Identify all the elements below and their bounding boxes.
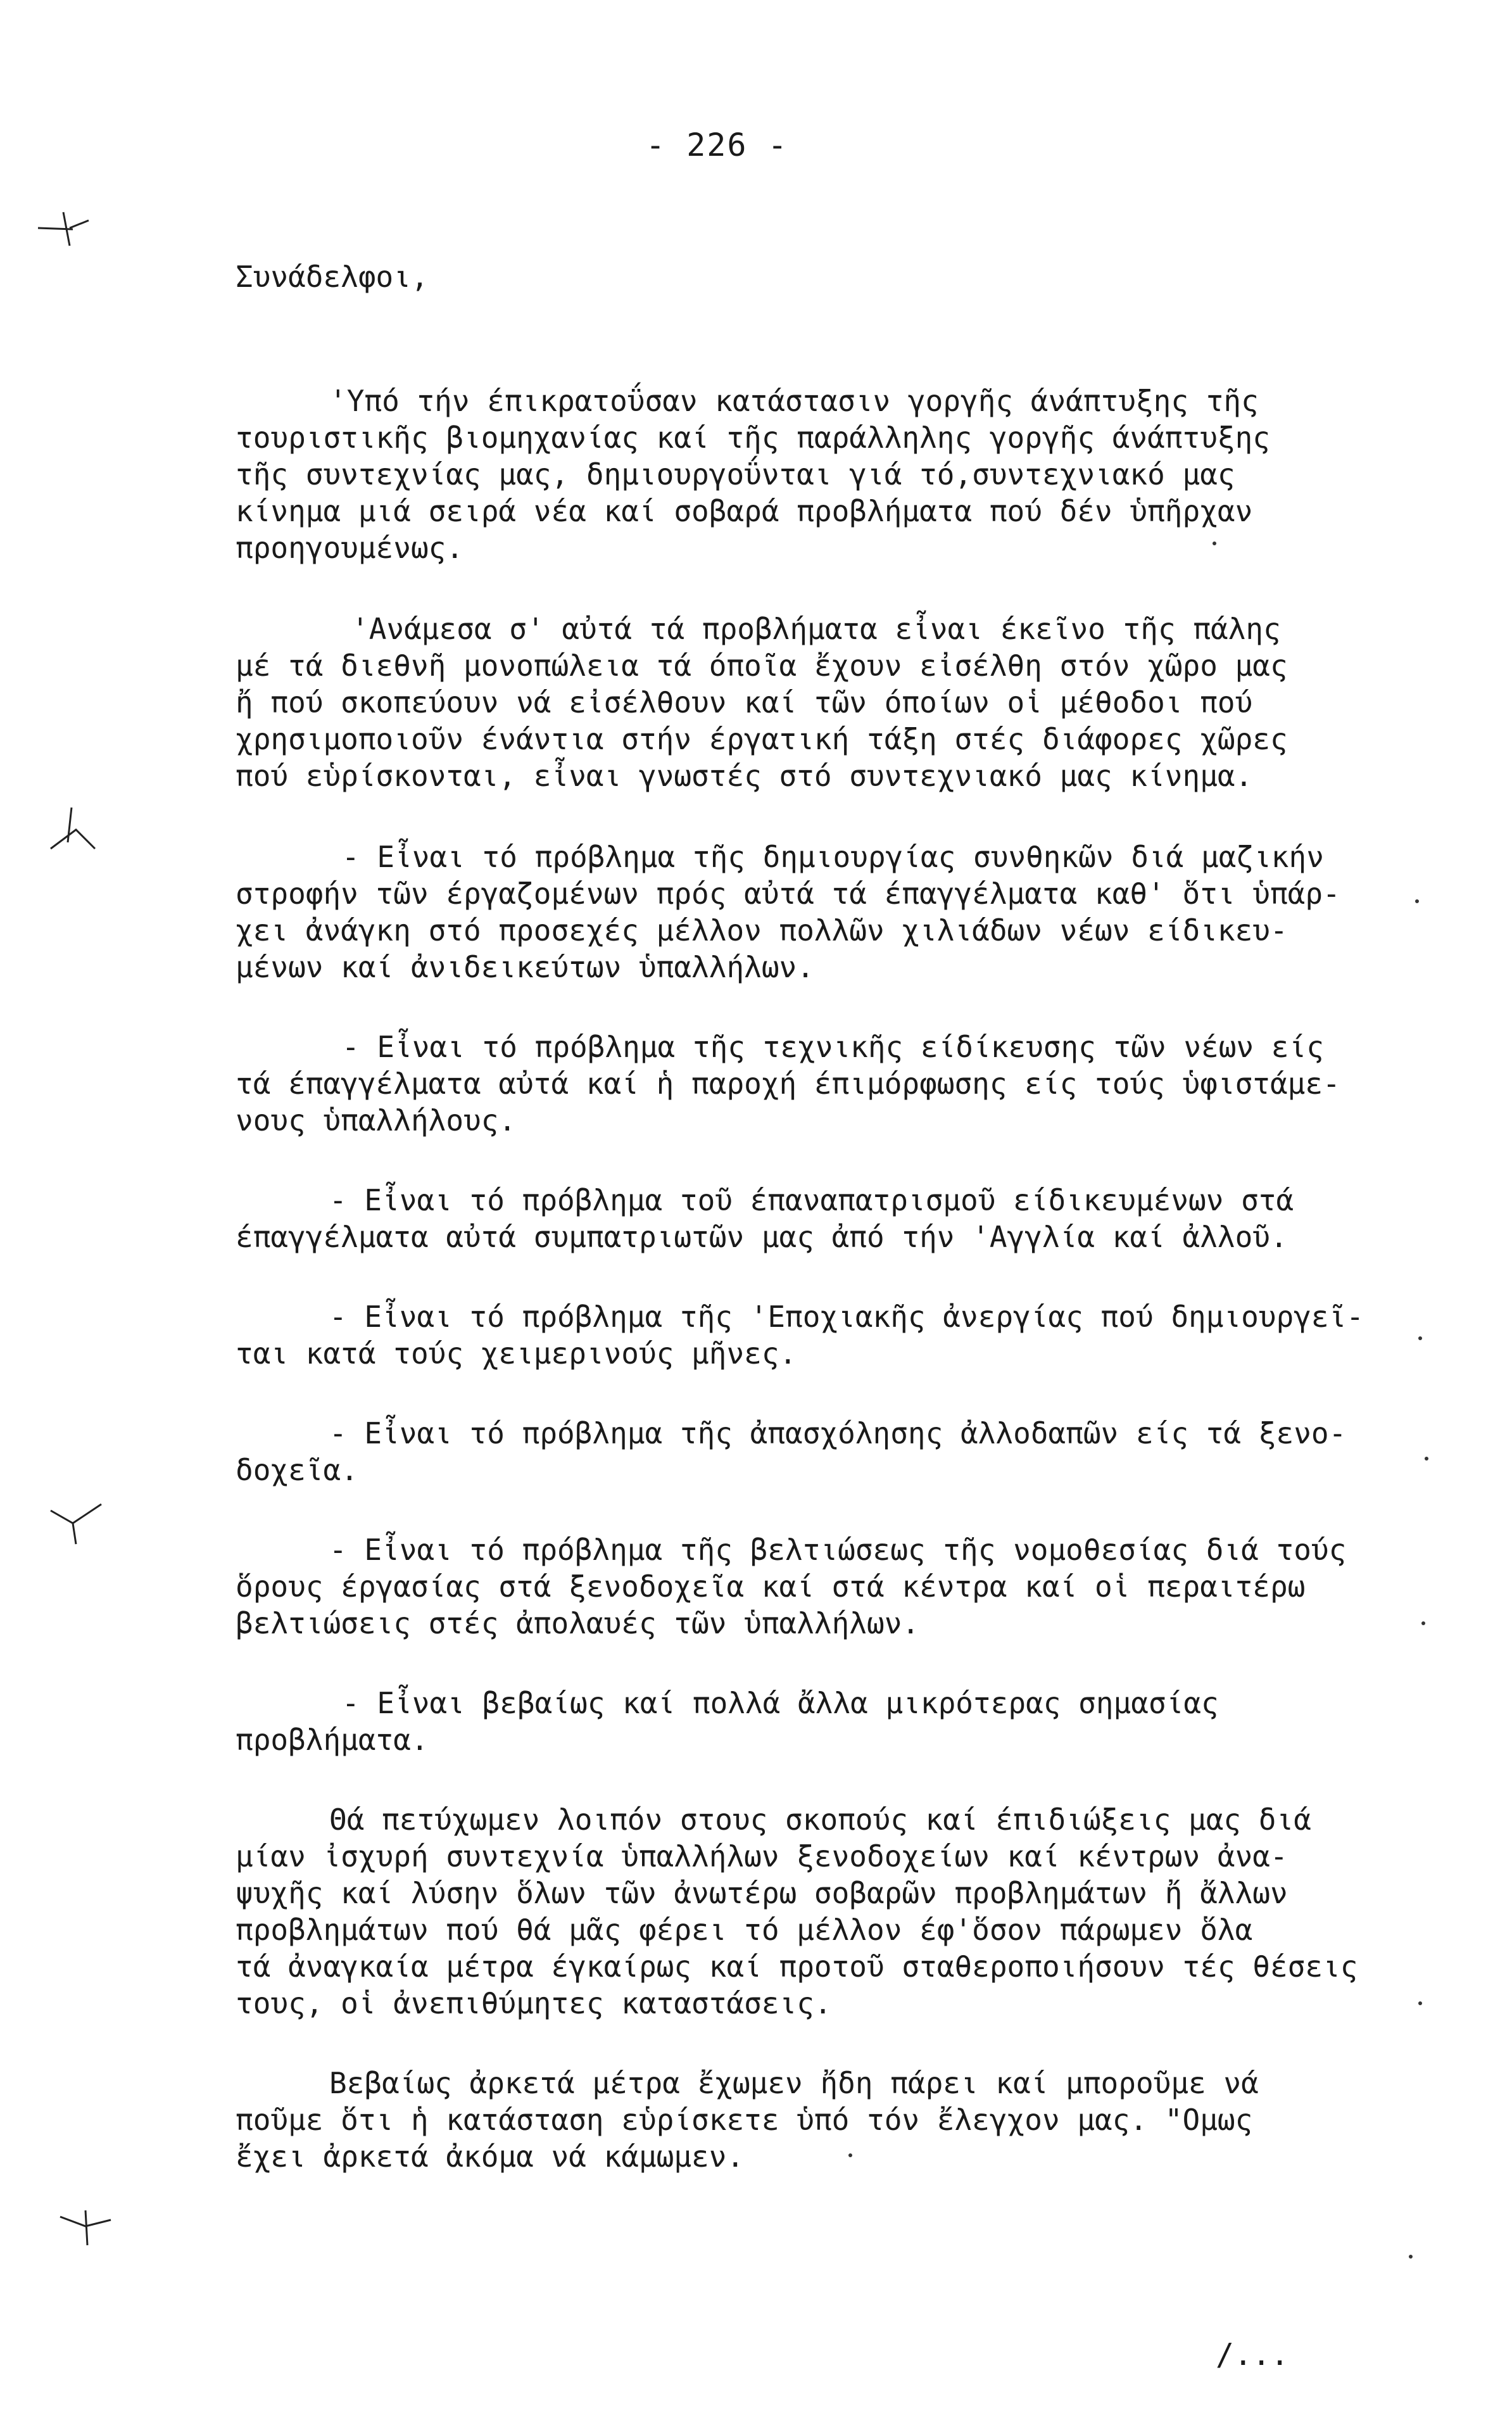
speck [1213, 542, 1216, 545]
text-line: μέ τά διεθνῆ μονοπώλεια τά όποῖα ἔχουν εἰσέλθη στόν χῶρο μας [236, 649, 1288, 683]
text-line: 'Υπό τήν έπικρατοΰσαν κατάστασιν γοργῆς άνάπτυξης τῆς [329, 384, 1259, 418]
text-line: προβλημάτων πού θά μᾶς φέρει τό μέλλον έφ'ὅσον πάρωμεν ὅλα [236, 1913, 1253, 1947]
text-line: τά ἀναγκαία μέτρα έγκαίρως καί προτοῦ σταθεροποιήσουν τές θέσεις [236, 1949, 1358, 1984]
text-line: πού εὑρίσκονται, εἶναι γνωστές στό συντεχνιακό μας κίνημα. [236, 759, 1253, 793]
page-number: - 226 - [646, 127, 788, 163]
salutation: Συνάδελφοι, [236, 260, 429, 294]
margin-mark-3 [47, 1501, 104, 1545]
text-line: Βεβαίως ἀρκετά μέτρα ἔχωμεν ἤδη πάρει καί μποροῦμε νά [329, 2066, 1259, 2100]
text-line: χει ἀνάγκη στό προσεχές μέλλον πολλῶν χιλιάδων νέων είδικευ- [236, 913, 1288, 947]
text-line: - Εἶναι τό πρόβλημα τῆς δημιουργίας συνθηκῶν διά μαζικήν [342, 840, 1324, 874]
margin-mark-1 [35, 209, 92, 247]
margin-mark-2 [47, 804, 98, 861]
text-line: ἤ πού σκοπεύουν νά εἰσέλθουν καί τῶν όποίων οἱ μέθοδοι πού [236, 685, 1253, 719]
text-line: τά έπαγγέλματα αὐτά καί ἡ παροχή έπιμόρφωσης είς τούς ὑφιστάμε- [236, 1067, 1340, 1101]
text-line: μένων καί ἀνιδεικεύτων ὑπαλλήλων. [236, 950, 814, 984]
text-line: τουριστικῆς βιομηχανίας καί τῆς παράλληλης γοργῆς άνάπτυξης [236, 421, 1270, 455]
text-line: - Εἶναι τό πρόβλημα τῆς τεχνικῆς είδίκευσης τῶν νέων είς [342, 1030, 1324, 1064]
speck [1415, 899, 1419, 903]
margin-mark-4 [57, 2204, 114, 2248]
text-line: ἔχει ἀρκετά ἀκόμα νά κάμωμεν. [236, 2139, 745, 2174]
text-line: - Εἶναι τό πρόβλημα τῆς ἀπασχόλησης ἀλλοδαπῶν είς τά ξενο- [329, 1416, 1347, 1450]
text-line: - Εἶναι τό πρόβλημα τοῦ έπαναπατρισμοῦ είδικευμένων στά [329, 1183, 1294, 1217]
continuation-mark: /... [1216, 2337, 1289, 2373]
text-line: κίνημα μιά σειρά νέα καί σοβαρά προβλήματα πού δέν ὑπῆρχαν [236, 494, 1253, 528]
text-line: - Εἶναι βεβαίως καί πολλά ἄλλα μικρότερας σημασίας [342, 1686, 1219, 1720]
text-line: 'Ανάμεσα σ' αὐτά τά προβλήματα εἶναι έκεῖνο τῆς πάλης [351, 612, 1281, 646]
text-line: τῆς συντεχνίας μας, δημιουργοΰνται γιά τό,συντεχνιακό μας [236, 457, 1235, 491]
text-line: Θά πετύχωμεν λοιπόν στους σκοπούς καί έπιδιώξεις μας διά [329, 1803, 1311, 1837]
text-line: μίαν ἰσχυρή συντεχνία ὑπαλλήλων ξενοδοχείων καί κέντρων ἀνα- [236, 1839, 1288, 1873]
text-line: χρησιμοποιοῦν ένάντια στήν έργατική τάξη στές διάφορες χῶρες [236, 722, 1288, 756]
text-line: βελτιώσεις στές ἀπολαυές τῶν ὑπαλλήλων. [236, 1606, 920, 1640]
text-line: ποῦμε ὅτι ἡ κατάσταση εὑρίσκετε ὑπό τόν ἔλεγχον μας. "Ομως [236, 2103, 1253, 2137]
text-line: - Εἶναι τό πρόβλημα τῆς 'Εποχιακῆς ἀνεργίας πού δημιουργεῖ- [329, 1300, 1364, 1334]
speck [848, 2153, 852, 2157]
text-line: στροφήν τῶν έργαζομένων πρός αὐτά τά έπαγγέλματα καθ' ὅτι ὑπάρ- [236, 877, 1340, 911]
text-line: - Εἶναι τό πρόβλημα τῆς βελτιώσεως τῆς νομοθεσίας διά τούς [329, 1533, 1347, 1567]
text-line: προηγουμένως. [236, 531, 464, 565]
speck [1418, 1336, 1422, 1340]
text-line: ὅρους έργασίας στά ξενοδοχεῖα καί στά κέντρα καί οἱ περαιτέρω [236, 1569, 1306, 1604]
speck [1418, 2001, 1422, 2005]
text-line: έπαγγέλματα αὐτά συμπατριωτῶν μας ἀπό τήν 'Αγγλία καί ἀλλοῦ. [236, 1220, 1288, 1254]
text-line: προβλήματα. [236, 1723, 429, 1757]
text-line: νους ὑπαλλήλους. [236, 1103, 517, 1137]
text-line: ψυχῆς καί λύσην ὅλων τῶν ἀνωτέρω σοβαρῶν προβλημάτων ἤ ἄλλων [236, 1876, 1288, 1910]
speck [1409, 2255, 1413, 2259]
text-line: δοχεῖα. [236, 1453, 358, 1487]
speck [1425, 1457, 1428, 1461]
speck [1421, 1621, 1425, 1625]
text-line: ται κατά τούς χειμερινούς μῆνες. [236, 1336, 797, 1371]
text-line: τους, οἱ ἀνεπιθύμητες καταστάσεις. [236, 1986, 832, 2020]
